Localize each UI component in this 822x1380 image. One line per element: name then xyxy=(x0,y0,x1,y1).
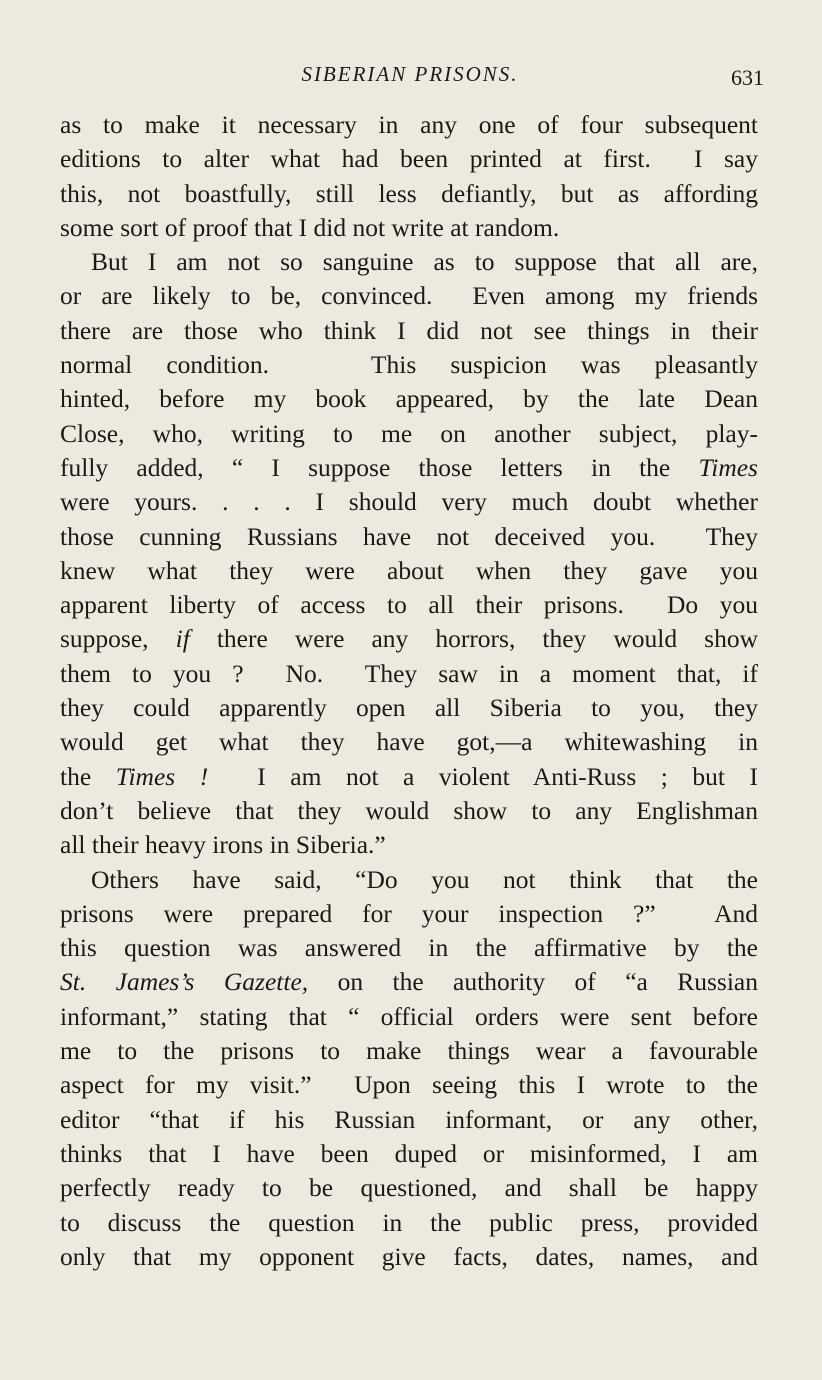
text-line xyxy=(60,314,758,348)
line-text: editions to alter what had been printed at first. I say xyxy=(60,144,758,174)
text-line xyxy=(60,622,758,656)
text-line xyxy=(60,382,758,416)
line-text: there were any horrors, they would show xyxy=(189,624,759,654)
line-text: hinted, before my book appeared, by the late Dean xyxy=(60,384,758,414)
text-line xyxy=(60,1034,758,1068)
text-line xyxy=(60,485,758,519)
line-text: only that my opponent give facts, dates, names, and xyxy=(60,1241,758,1271)
text-line xyxy=(60,520,758,554)
text-line xyxy=(60,1137,758,1171)
text-line xyxy=(60,965,758,999)
line-text: all their heavy irons in Siberia.” xyxy=(60,830,386,860)
text-line xyxy=(60,1171,758,1205)
text-line xyxy=(60,177,758,211)
text-line xyxy=(60,279,758,313)
line-text: on the authority of “a Russian xyxy=(308,967,758,997)
line-text: Close, who, writing to me on another subject, play- xyxy=(60,418,758,448)
line-text: perfectly ready to be questioned, and shall be happy xyxy=(60,1173,758,1203)
line-text: informant,” stating that “ official orders were sent before xyxy=(60,1001,758,1031)
text-line xyxy=(60,142,758,176)
text-line xyxy=(60,211,758,245)
line-text: would get what they have got,—a whitewashing in xyxy=(60,727,758,757)
text-line xyxy=(60,725,758,759)
line-text: suppose, xyxy=(60,624,176,654)
body-text xyxy=(60,108,758,1274)
line-text: apparent liberty of access to all their prisons. Do you xyxy=(60,590,758,620)
line-text: fully added, “ I suppose those letters in the xyxy=(60,452,699,482)
text-line xyxy=(60,1240,758,1274)
line-text: editor “that if his Russian informant, or any other, xyxy=(60,1104,758,1134)
page-number: 631 xyxy=(731,65,764,90)
line-text: to discuss the question in the public press, provided xyxy=(60,1207,758,1237)
line-text: this question was answered in the affirmative by the xyxy=(60,933,758,963)
line-text: aspect for my visit.” Upon seeing this I wrote to the xyxy=(60,1070,758,1100)
line-text: me to the prisons to make things wear a favourable xyxy=(60,1036,758,1066)
text-line xyxy=(60,245,758,279)
line-text: thinks that I have been duped or misinformed, I am xyxy=(60,1138,758,1168)
text-line xyxy=(60,1103,758,1137)
text-line xyxy=(60,1000,758,1034)
line-text: Others have said, “Do you not think that the xyxy=(91,864,758,894)
line-text: they could apparently open all Siberia to you, they xyxy=(60,693,758,723)
running-head xyxy=(60,58,764,90)
italic-text: Times ! xyxy=(115,761,209,791)
text-line xyxy=(60,931,758,965)
line-text: as to make it necessary in any one of four subsequent xyxy=(60,110,758,139)
text-line xyxy=(60,588,758,622)
italic-text: St. James’s Gazette, xyxy=(60,967,309,997)
line-text: But I am not so sanguine as to suppose that all are, xyxy=(91,247,758,277)
line-text: the xyxy=(60,761,116,791)
text-line xyxy=(60,417,758,451)
line-text: don’t believe that they would show to any Englishman xyxy=(60,795,758,825)
text-line xyxy=(60,863,758,897)
text-line xyxy=(60,828,758,862)
text-line xyxy=(60,1068,758,1102)
text-line xyxy=(60,657,758,691)
line-text: or are likely to be, convinced. Even among my friends xyxy=(60,281,758,311)
line-text: prisons were prepared for your inspection ?” And xyxy=(60,898,758,928)
line-text: I am not a violent Anti-Russ ; but I xyxy=(208,761,758,791)
text-line xyxy=(60,760,758,794)
running-title: SIBERIAN PRISONS. xyxy=(301,62,519,86)
line-text: there are those who think I did not see things in their xyxy=(60,315,758,345)
text-line xyxy=(60,451,758,485)
line-text: normal condition. This suspicion was pleasantly xyxy=(60,350,758,380)
text-line xyxy=(60,1206,758,1240)
text-line xyxy=(60,348,758,382)
line-text: them to you ? No. They saw in a moment that, if xyxy=(60,658,758,688)
text-line xyxy=(60,108,758,142)
text-line xyxy=(60,897,758,931)
text-line xyxy=(60,794,758,828)
line-text: knew what they were about when they gave you xyxy=(60,555,758,585)
italic-text: if xyxy=(175,624,190,654)
text-line xyxy=(60,554,758,588)
line-text: were yours. . . . I should very much doubt whether xyxy=(60,487,758,517)
line-text: this, not boastfully, still less defiantly, but as affording xyxy=(60,178,758,208)
italic-text: Times xyxy=(698,452,758,482)
line-text: some sort of proof that I did not write at random. xyxy=(60,212,560,242)
text-line xyxy=(60,691,758,725)
line-text: those cunning Russians have not deceived you. They xyxy=(60,521,758,551)
